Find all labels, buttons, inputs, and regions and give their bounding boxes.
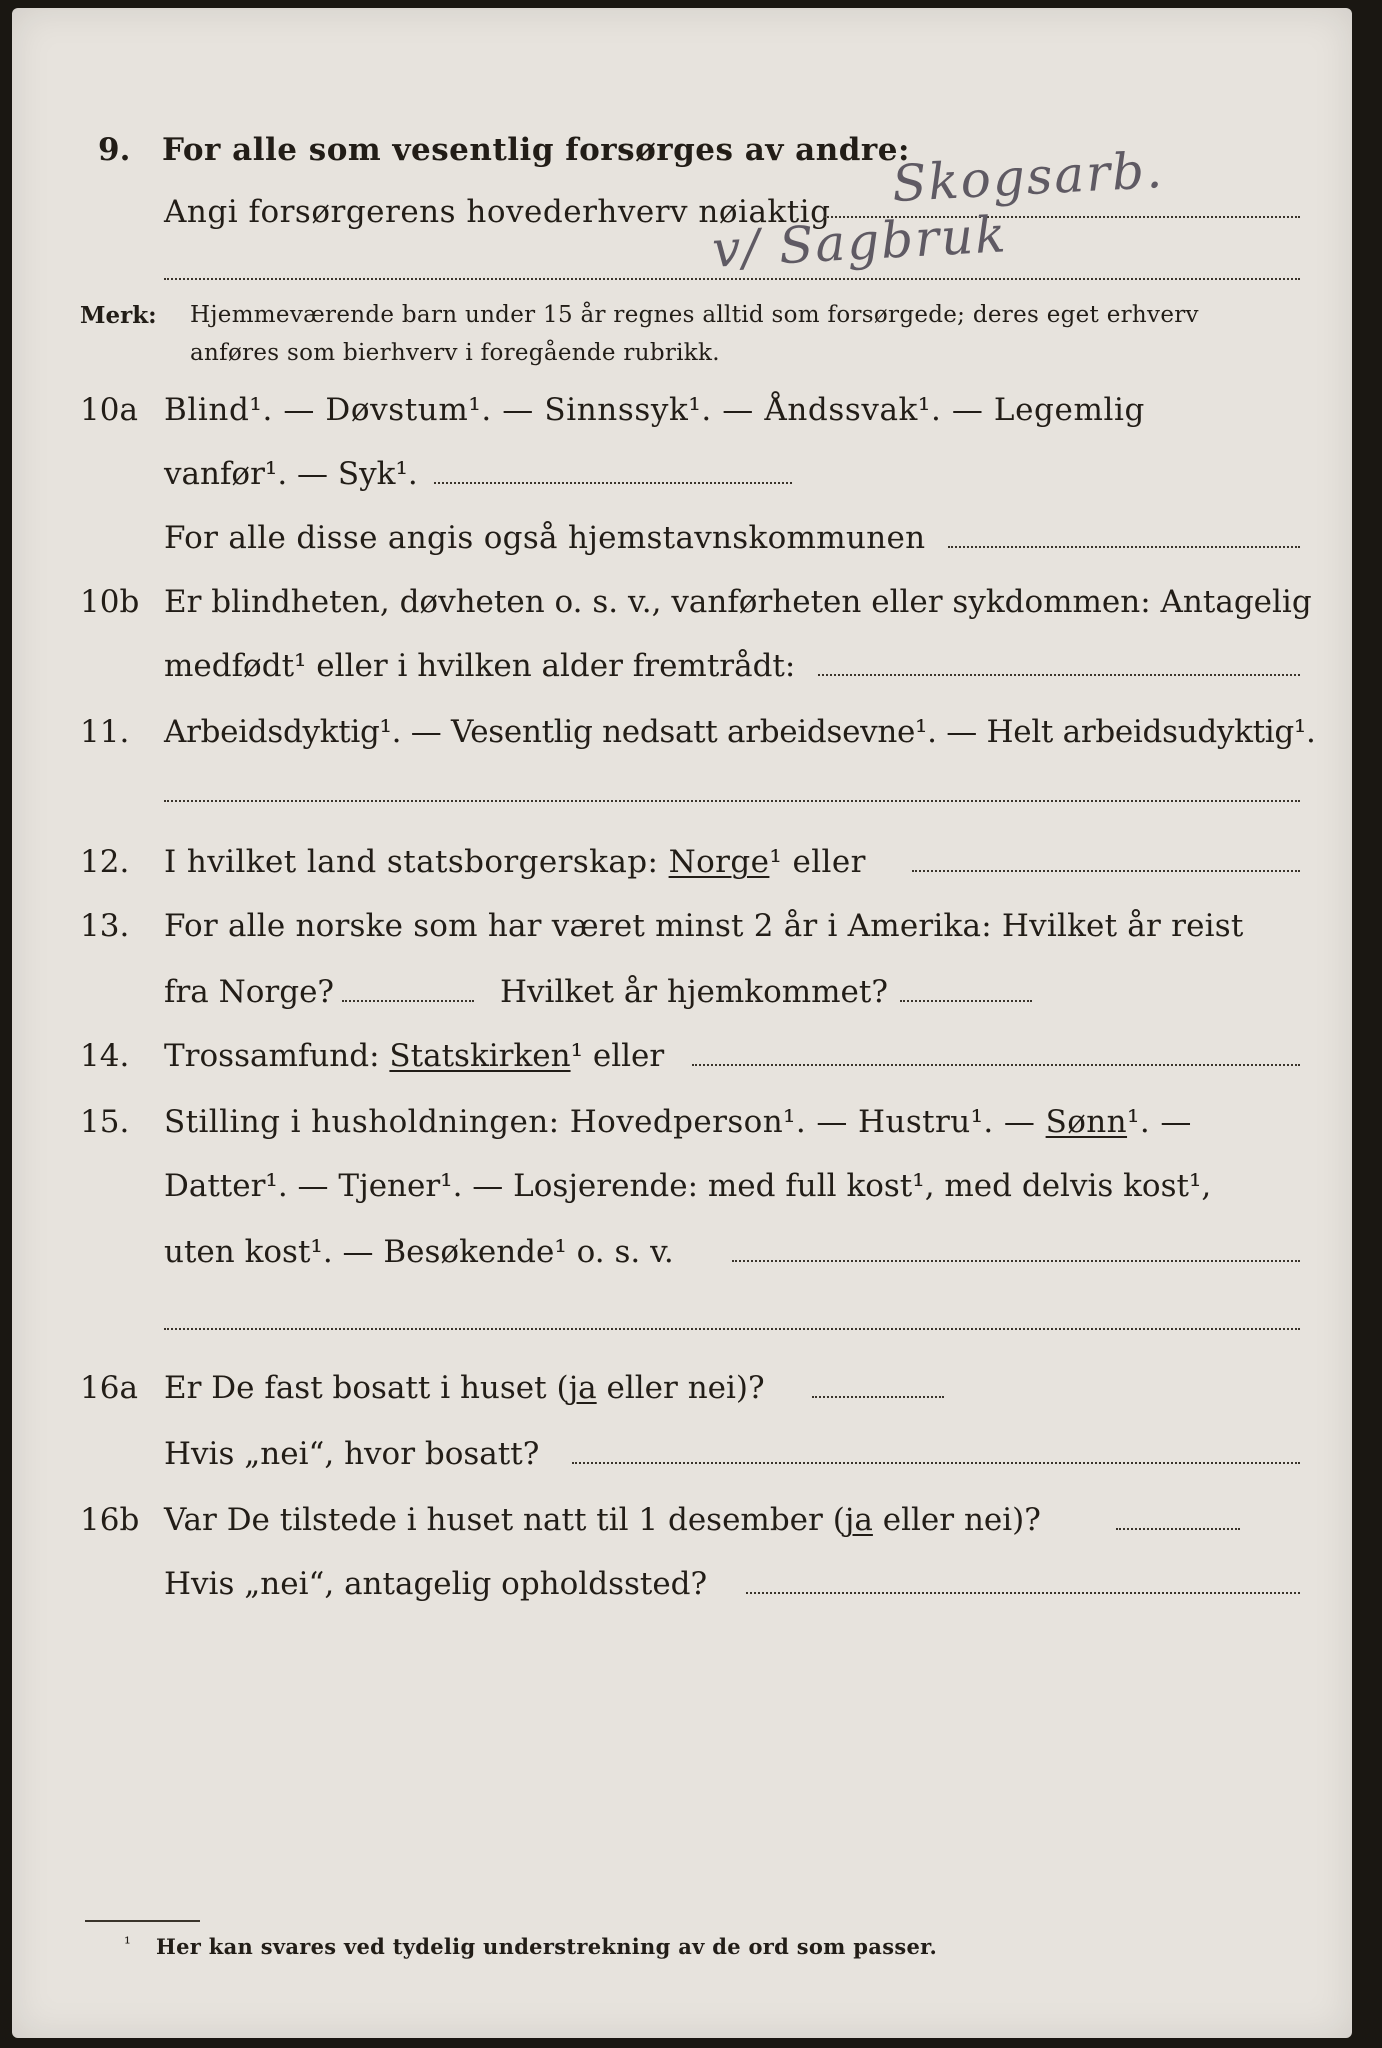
census-form-page <box>12 8 1352 2038</box>
q16b-line-1 <box>164 1502 1041 1538</box>
q9-handwritten-answer-2: v/ Sagbruk <box>710 205 1009 279</box>
q10a-answer-line-2 <box>948 546 1300 548</box>
q15-line-1-text: Stilling i husholdningen: Hovedperson¹. — Hustru¹. — <box>164 1104 1036 1140</box>
footnote-marker: ¹ <box>124 1934 131 1954</box>
q15-line-1-post: ¹. — <box>1127 1104 1192 1140</box>
q16a-line-2: Hvis „nei“, hvor bosatt? <box>164 1436 540 1472</box>
q12-number: 12. <box>80 844 130 880</box>
q16b-underlined-answer: ja <box>844 1502 873 1538</box>
q11-line-1: Arbeidsdyktig¹. — Vesentlig nedsatt arbeidsevne¹. — Helt arbeidsudyktig¹. <box>164 714 1316 750</box>
q13-answer-line-1 <box>342 1000 474 1002</box>
q10a-line-2: vanfør¹. — Syk¹. <box>164 456 418 492</box>
q9-handwritten-answer-1: Skogsarb. <box>890 140 1166 214</box>
q10b-line-2: medfødt¹ eller i hvilken alder fremtrådt: <box>164 648 796 684</box>
q16b-number: 16b <box>80 1502 140 1538</box>
q15-underlined-answer: Sønn <box>1045 1104 1128 1140</box>
q9-number: 9. <box>98 132 131 168</box>
q16a-number: 16a <box>80 1370 138 1406</box>
q14-underlined-answer: Statskirken <box>389 1038 571 1074</box>
q11-answer-line <box>164 800 1300 802</box>
footnote-rule <box>85 1920 200 1922</box>
footnote-text: Her kan svares ved tydelig understrekning av de ord som passer. <box>156 1934 938 1959</box>
q12-post: ¹ eller <box>769 844 866 880</box>
q10a-number: 10a <box>80 392 138 428</box>
q14-post: ¹ eller <box>570 1038 665 1074</box>
q10a-line-1: Blind¹. — Døvstum¹. — Sinnssyk¹. — Åndssvak¹. — Legemlig <box>164 392 1145 428</box>
q15-line-3: uten kost¹. — Besøkende¹ o. s. v. <box>164 1234 674 1270</box>
q12-text: I hvilket land statsborgerskap: <box>164 844 659 880</box>
q16a-underlined-answer: ja <box>568 1370 597 1406</box>
q16a-line-1 <box>164 1370 765 1406</box>
q10a-line-3: For alle disse angis også hjemstavnskommunen <box>164 520 926 556</box>
q15-line-2: Datter¹. — Tjener¹. — Losjerende: med full kost¹, med delvis kost¹, <box>164 1168 1212 1204</box>
q11-number: 11. <box>80 714 130 750</box>
q15-line-1 <box>164 1104 1192 1140</box>
q10b-number: 10b <box>80 584 140 620</box>
q15-number: 15. <box>80 1104 130 1140</box>
merk-line-2: anføres som bierhverv i foregående rubrikk. <box>190 340 720 366</box>
q14-line <box>164 1038 664 1074</box>
q16a-answer-line-2 <box>572 1462 1300 1464</box>
q13-line-1: For alle norske som har været minst 2 år i Amerika: Hvilket år reist <box>164 908 1244 944</box>
merk-line-1: Hjemmeværende barn under 15 år regnes alltid som forsørgede; deres eget erhverv <box>190 302 1199 328</box>
q16a-line-1-post: eller nei)? <box>596 1370 765 1406</box>
q10b-answer-line <box>818 674 1300 676</box>
q9-title: For alle som vesentlig forsørges av andre: <box>162 132 910 168</box>
q16b-line-2: Hvis „nei“, antagelig opholdssted? <box>164 1566 708 1602</box>
q16a-line-1-text: Er De fast bosatt i huset ( <box>164 1370 569 1406</box>
q14-text: Trossamfund: <box>164 1038 380 1074</box>
q15-answer-line-1 <box>732 1260 1300 1262</box>
q16b-answer-line-2 <box>746 1592 1300 1594</box>
q14-answer-line <box>692 1064 1300 1066</box>
q15-answer-line-2 <box>164 1328 1300 1330</box>
q13-answer-line-2 <box>900 1000 1032 1002</box>
q16b-answer-line-1 <box>1116 1528 1240 1530</box>
q16b-line-1-text: Var De tilstede i huset natt til 1 desember ( <box>164 1502 845 1538</box>
q12-underlined-answer: Norge <box>668 844 770 880</box>
q12-line <box>164 844 866 880</box>
q16a-answer-line-1 <box>812 1396 944 1398</box>
q13-line-2b: Hvilket år hjemkommet? <box>500 974 888 1010</box>
q10b-line-1: Er blindheten, døvheten o. s. v., vanførheten eller sykdommen: Antagelig <box>164 584 1312 620</box>
q13-line-2a: fra Norge? <box>164 974 335 1010</box>
q14-number: 14. <box>80 1038 130 1074</box>
q12-answer-line <box>912 870 1300 872</box>
merk-label: Merk: <box>80 302 157 329</box>
q10a-answer-line-1 <box>434 482 792 484</box>
q13-number: 13. <box>80 908 130 944</box>
q9-answer-line-2 <box>164 278 1300 280</box>
q9-subtitle: Angi forsørgerens hovederhverv nøiaktig <box>164 194 831 230</box>
q16b-line-1-post: eller nei)? <box>872 1502 1041 1538</box>
